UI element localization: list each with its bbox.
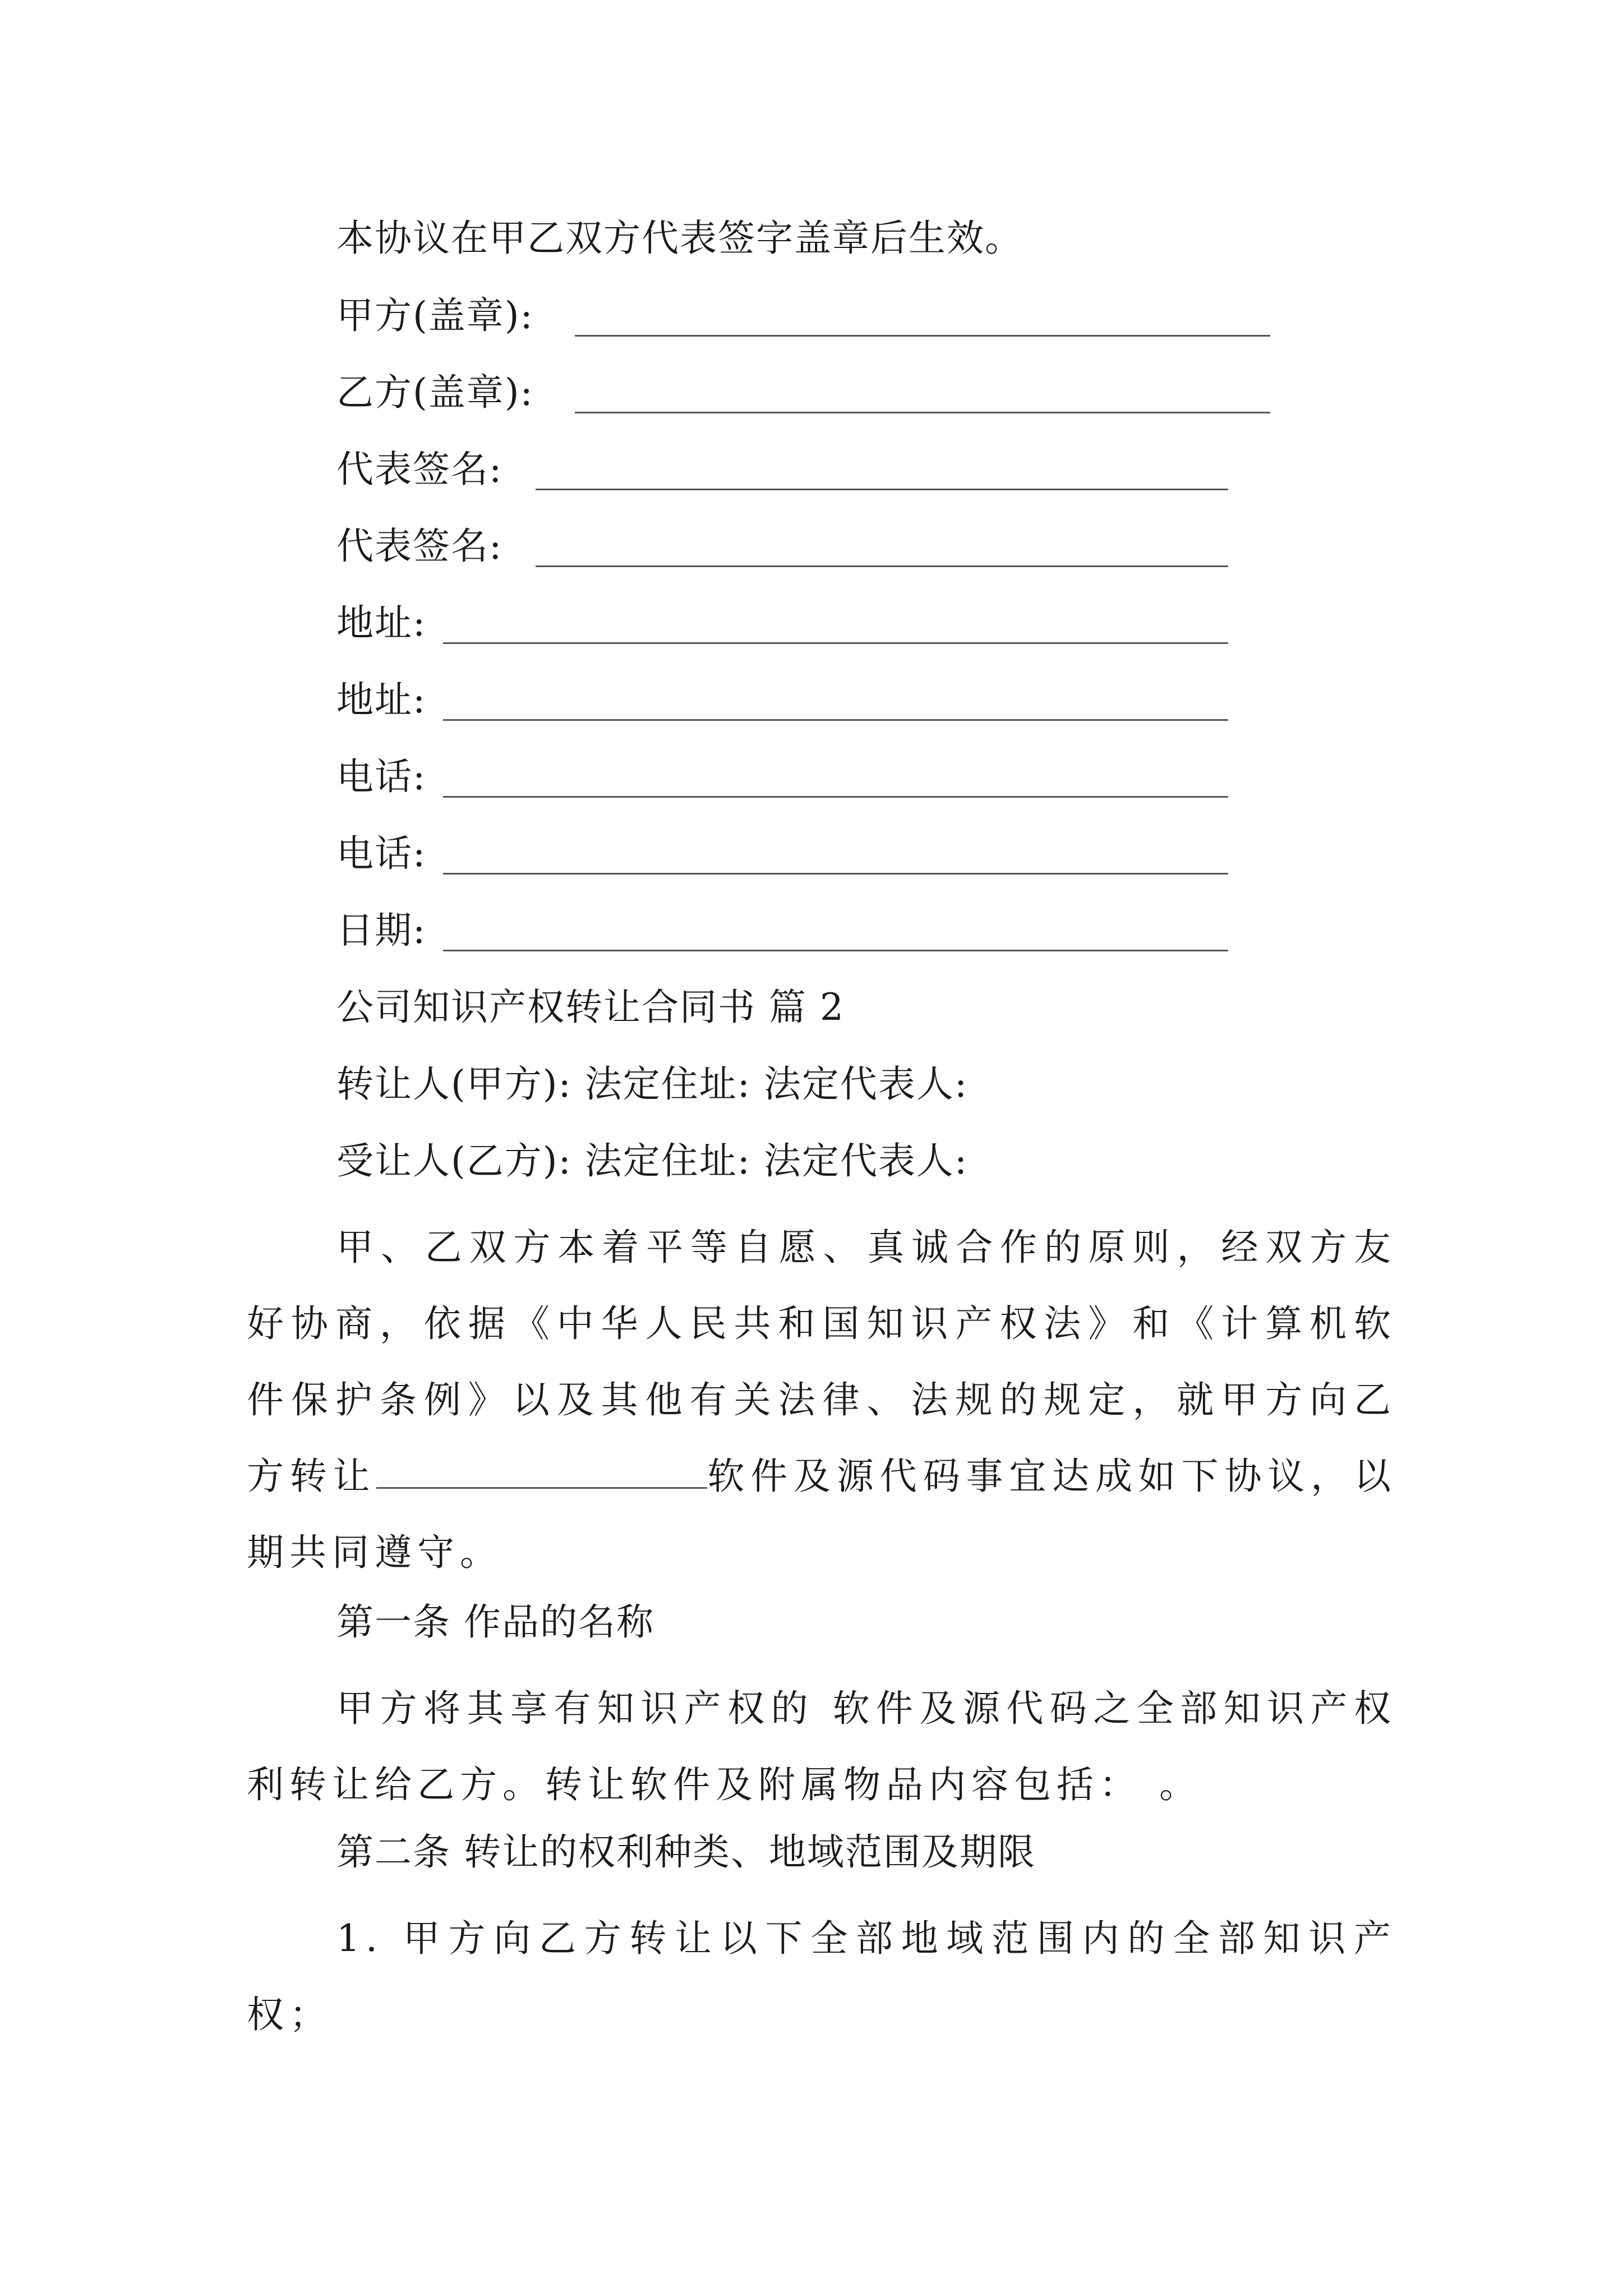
- article1-title: 第一条 作品的名称: [336, 1600, 654, 1644]
- preamble-paragraph: [247, 1209, 1396, 1591]
- party-a-seal-label: 甲方(盖章):: [336, 294, 534, 337]
- article2-item1: 1. 甲方向乙方转让以下全部地域范围内的全部知识产权；: [247, 1917, 1396, 2036]
- party-b-seal-blank[interactable]: [575, 412, 1270, 413]
- rep-signature-a-label: 代表签名:: [336, 448, 503, 491]
- article1-body: 甲方将其享有知识产权的 软件及源代码之全部知识产权利转让给乙方。转让软件及附属物品内容包括： 。: [247, 1687, 1396, 1806]
- preamble-text-2: 软件及源代码事宜达成如下协议，以期共同遵守。: [247, 1455, 1397, 1574]
- address-a-label: 地址:: [336, 601, 427, 645]
- address-b-blank[interactable]: [443, 719, 1228, 721]
- date-label: 日期:: [336, 909, 427, 952]
- transferee-line: 受让人(乙方): 法定住址: 法定代表人:: [336, 1139, 969, 1182]
- date-blank[interactable]: [443, 950, 1228, 951]
- rep-signature-b-blank[interactable]: [536, 565, 1228, 567]
- transferor-line: 转让人(甲方): 法定住址: 法定代表人:: [336, 1062, 969, 1106]
- article2-title: 第二条 转让的权利种类、地域范围及期限: [336, 1830, 1036, 1874]
- section-title: 公司知识产权转让合同书 篇 2: [336, 986, 845, 1029]
- phone-a-blank[interactable]: [443, 796, 1228, 798]
- phone-b-label: 电话:: [336, 832, 427, 875]
- software-name-blank[interactable]: [376, 1453, 707, 1489]
- party-a-seal-blank[interactable]: [575, 335, 1270, 337]
- preamble-text-1: 甲、乙双方本着平等自愿、真诚合作的原则，经双方友好协商，依据《中华人民共和国知识产权法》和《计算机软件保护条例》以及其他有关法律、法规的规定，就甲方向乙方转让: [247, 1226, 1396, 1498]
- address-a-blank[interactable]: [443, 642, 1228, 644]
- address-b-label: 地址:: [336, 678, 427, 721]
- effect-clause: 本协议在甲乙双方代表签字盖章后生效。: [336, 217, 1023, 260]
- phone-b-blank[interactable]: [443, 873, 1228, 875]
- phone-a-label: 电话:: [336, 755, 427, 798]
- rep-signature-b-label: 代表签名:: [336, 524, 503, 568]
- rep-signature-a-blank[interactable]: [536, 489, 1228, 490]
- party-b-seal-label: 乙方(盖章):: [336, 371, 534, 414]
